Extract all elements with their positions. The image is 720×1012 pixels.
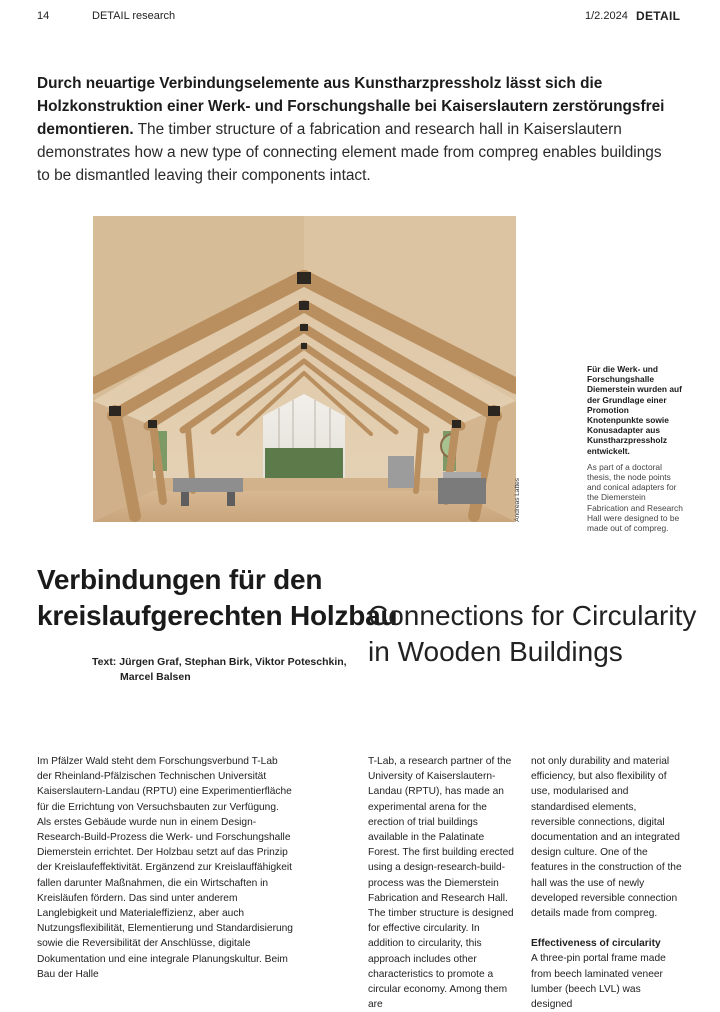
hall-interior-photo xyxy=(93,216,516,522)
authors-line-2: Marcel Balsen xyxy=(120,671,191,683)
body-text-german: Im Pfälzer Wald steht dem Forschungsverbund T-Lab der Rheinland-Pfälzischen Technischen Universität Kaiserslautern-Landau (RPTU) eine Experimentierfläche für die Errichtung von Versuchsbauten zur Verfügung. Als erstes Gebäude wurde nun in einem Design-Research-Build-Prozess die Werk- und Forschungshalle Diemerstein errichtet. Der Holzbau setzt auf das Prinzip der Kreislaufeffektivität. Ergänzend zur Kreislauffähigkeit fallen darunter Maßnahmen, die ein Wirtschaften in Kreisläufen fördern. Das sind unter anderem Langlebigkeit und Materialeffizienz, aber auch Nutzungsflexibilität, Elementierung und Standardisierung sowie die Reversibilität der Anschlüsse, digitale Dokumentation und eine integrale Planungskultur. Beim Bau der Halle xyxy=(37,756,293,980)
photo-credit: Andreas Lattes xyxy=(514,478,521,522)
body-text-english-col2 xyxy=(531,754,683,1012)
body-text-english-col2-para: not only durability and material efficiency, but also flexibility of use, modularised and standardised elements, reversible connections, digital documentation and an integrated design culture. One of the features in the construction of the hall was the use of newly developed reversible connection details made from compreg. xyxy=(531,756,682,920)
caption-english: As part of a doctoral thesis, the node points and conical adapters for the Diemerstein Fabrication and Research Hall were designed to be made out of compreg. xyxy=(587,461,683,534)
issue-number: 1/2.2024 xyxy=(585,10,628,22)
author-credits xyxy=(92,655,362,685)
brand-logo: DETAIL xyxy=(636,9,681,23)
body-text-english-col1: T-Lab, a research partner of the University of Kaiserslautern-Landau (RPTU), has made an experimental arena for the erection of trial buildings available in the Palatinate Forest. The first building erected using a design-research-build-process was the Diemerstein Fabrication and Research Hall. The timber structure is designed for effective circularity. In addition to circularity, this approach includes other characteristics to promote a circular economy. Among them are xyxy=(368,756,514,1011)
lead-paragraph xyxy=(37,72,677,187)
photo-caption xyxy=(587,364,687,533)
article-title-english: Connections for Circularity in Wooden Buildings xyxy=(368,600,697,667)
article-title-german: Verbindungen für den kreislaufgerechten Holzbau xyxy=(37,564,398,631)
page-number: 14 xyxy=(37,10,50,22)
lead-english: The timber structure of a fabrication and research hall in Kaiserslautern demonstrates how a new type of connecting element made from compreg enables buildings to be dismantled leaving their components intact. xyxy=(37,121,662,184)
lead-german: Durch neuartige Verbindungselemente aus Kunstharzpressholz lässt sich die Holzkonstruktion einer Werk- und Forschungshalle bei Kaiserslautern zerstörungsfrei demontieren. xyxy=(37,75,665,138)
body-text-english-col2-cont: A three-pin portal frame made from beech laminated veneer lumber (beech LVL) was designed xyxy=(531,953,666,1011)
journal-name: DETAIL research xyxy=(92,10,176,22)
authors-line-1: Text: Jürgen Graf, Stephan Birk, Viktor Poteschkin, xyxy=(92,656,347,668)
section-subheading: Effectiveness of circularity xyxy=(531,938,661,950)
caption-german: Für die Werk- und Forschungshalle Diemerstein wurden auf der Grundlage einer Promotion Knotenpunkte sowie Konusadapter aus Kunstharzpressholz entwickelt. xyxy=(587,364,682,456)
